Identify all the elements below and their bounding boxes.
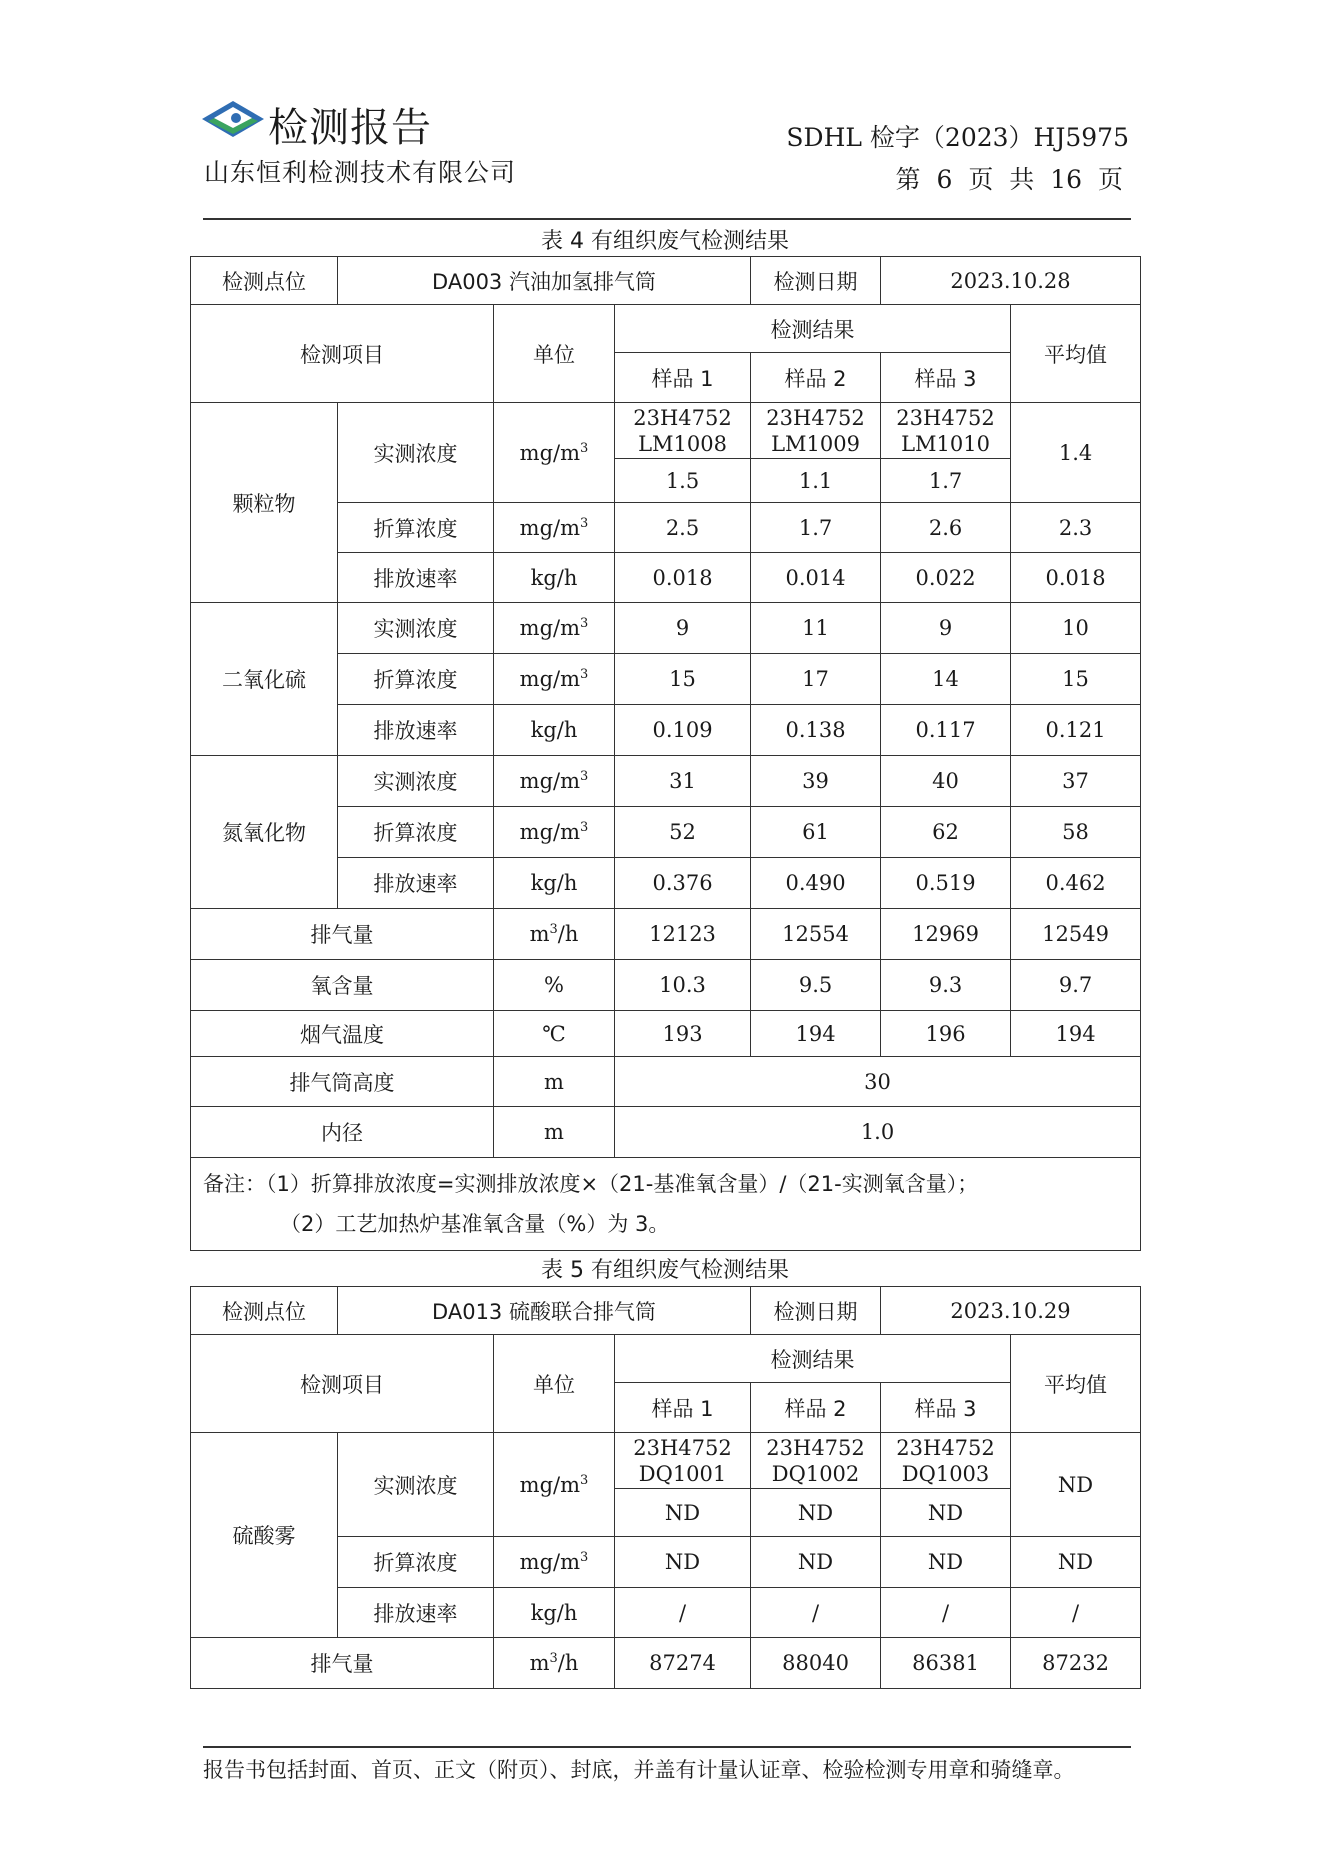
- unit-cell: kg/h: [494, 1588, 615, 1638]
- value-cell: 0.138: [751, 705, 881, 756]
- avg-value: 2.3: [1011, 503, 1141, 553]
- value-cell: 194: [751, 1011, 881, 1057]
- nox-name: 氮氧化物: [191, 756, 338, 909]
- measured-label: 实测浓度: [338, 1433, 494, 1537]
- avg-value: /: [1011, 1588, 1141, 1638]
- avg-value: 87232: [1011, 1638, 1141, 1689]
- value-cell: ND: [751, 1537, 881, 1588]
- table4: [190, 256, 1141, 1251]
- value-cell: 39: [751, 756, 881, 807]
- value-cell: 52: [615, 807, 751, 858]
- unit-cell: $mg/m^3$: [494, 1433, 615, 1537]
- particulate-name: 颗粒物: [191, 403, 338, 603]
- value-cell: 2.5: [615, 503, 751, 553]
- value-cell: /: [615, 1588, 751, 1638]
- oxygen-label: 氧含量: [191, 960, 494, 1011]
- value-cell: 0.376: [615, 858, 751, 909]
- value-cell: 1.7: [881, 459, 1011, 503]
- footer-text: 报告书包括封面、首页、正文（附页）、封底，并盖有计量认证章、检验检测专用章和骑缝章。: [203, 1758, 1075, 1782]
- company-name: 山东恒利检测技术有限公司: [204, 158, 517, 187]
- value-cell: 0.519: [881, 858, 1011, 909]
- unit-header: 单位: [494, 1335, 615, 1433]
- unit-cell: $m^3/h$: [494, 1638, 615, 1689]
- value-cell: /: [751, 1588, 881, 1638]
- value-cell: 15: [615, 654, 751, 705]
- value-cell: 61: [751, 807, 881, 858]
- table5-caption: 表 5 有组织废气检测结果: [541, 1258, 789, 1283]
- value-cell: 10.3: [615, 960, 751, 1011]
- value-cell: 0.014: [751, 553, 881, 603]
- table-row: [191, 603, 1141, 654]
- table-row: [191, 1638, 1141, 1689]
- brand-title: 检测报告: [268, 105, 432, 151]
- value-cell: 1.5: [615, 459, 751, 503]
- table5: [190, 1286, 1141, 1689]
- value-cell: /: [881, 1588, 1011, 1638]
- avg-header: 平均值: [1011, 1335, 1141, 1433]
- unit-cell: ℃: [494, 1011, 615, 1057]
- table-row: [191, 1433, 1141, 1489]
- note-cell: [191, 1158, 1141, 1251]
- sample-code: 23H4752 DQ1002: [751, 1433, 881, 1489]
- table-row: [191, 909, 1141, 960]
- unit-cell: $m^3/h$: [494, 909, 615, 960]
- point-label: 检测点位: [191, 1287, 338, 1335]
- sample-code: 23H4752 LM1010: [881, 403, 1011, 459]
- avg-value: 58: [1011, 807, 1141, 858]
- unit-cell: kg/h: [494, 705, 615, 756]
- unit-header: 单位: [494, 305, 615, 403]
- avg-value: ND: [1011, 1537, 1141, 1588]
- value-cell: ND: [751, 1489, 881, 1537]
- point-label: 检测点位: [191, 257, 338, 305]
- table-row: [191, 1287, 1141, 1335]
- unit-cell: $mg/m^3$: [494, 807, 615, 858]
- value-cell: 0.022: [881, 553, 1011, 603]
- sample1-header: 样品 1: [615, 1383, 751, 1433]
- value-cell: 2.6: [881, 503, 1011, 553]
- date-label: 检测日期: [751, 257, 881, 305]
- avg-value: 10: [1011, 603, 1141, 654]
- unit-cell: $mg/m^3$: [494, 603, 615, 654]
- rate-label: 排放速率: [338, 858, 494, 909]
- measured-label: 实测浓度: [338, 756, 494, 807]
- date-label: 检测日期: [751, 1287, 881, 1335]
- avg-value: 0.018: [1011, 553, 1141, 603]
- value-cell: 9: [881, 603, 1011, 654]
- sample3-header: 样品 3: [881, 1383, 1011, 1433]
- value-cell: 0.117: [881, 705, 1011, 756]
- item-header: 检测项目: [191, 305, 494, 403]
- avg-value: 0.462: [1011, 858, 1141, 909]
- table-row: [191, 257, 1141, 305]
- mist-name: 硫酸雾: [191, 1433, 338, 1638]
- table-row: [191, 1057, 1141, 1107]
- table-row: [191, 1011, 1141, 1057]
- note-line-2: （2）工艺加热炉基准氧含量（%）为 3。: [280, 1212, 670, 1236]
- value-cell: 88040: [751, 1638, 881, 1689]
- flow-label: 排气量: [191, 909, 494, 960]
- avg-value: 1.4: [1011, 403, 1141, 503]
- footer-divider: [203, 1746, 1131, 1748]
- date-value: 2023.10.29: [881, 1287, 1141, 1335]
- converted-label: 折算浓度: [338, 654, 494, 705]
- avg-value: 15: [1011, 654, 1141, 705]
- unit-cell: kg/h: [494, 858, 615, 909]
- rate-label: 排放速率: [338, 553, 494, 603]
- value-cell: ND: [615, 1489, 751, 1537]
- value-cell: 12969: [881, 909, 1011, 960]
- value-cell: 86381: [881, 1638, 1011, 1689]
- table-row: [191, 1335, 1141, 1383]
- sample3-header: 样品 3: [881, 353, 1011, 403]
- value-cell: ND: [881, 1537, 1011, 1588]
- unit-cell: $mg/m^3$: [494, 654, 615, 705]
- table-row: [191, 960, 1141, 1011]
- table-row: [191, 1158, 1141, 1251]
- value-cell: 31: [615, 756, 751, 807]
- converted-label: 折算浓度: [338, 1537, 494, 1588]
- flow-label: 排气量: [191, 1638, 494, 1689]
- unit-cell: $mg/m^3$: [494, 1537, 615, 1588]
- sample2-header: 样品 2: [751, 1383, 881, 1433]
- avg-value: 37: [1011, 756, 1141, 807]
- value-cell: 12123: [615, 909, 751, 960]
- value-cell: 0.109: [615, 705, 751, 756]
- sample-code: 23H4752 LM1008: [615, 403, 751, 459]
- value-cell: 17: [751, 654, 881, 705]
- results-header: 检测结果: [615, 1335, 1011, 1383]
- value-cell: 12554: [751, 909, 881, 960]
- rate-label: 排放速率: [338, 705, 494, 756]
- table-row: [191, 1107, 1141, 1158]
- date-value: 2023.10.28: [881, 257, 1141, 305]
- unit-cell: $mg/m^3$: [494, 756, 615, 807]
- avg-value: 12549: [1011, 909, 1141, 960]
- sample1-header: 样品 1: [615, 353, 751, 403]
- sample-code: 23H4752 DQ1001: [615, 1433, 751, 1489]
- diameter-label: 内径: [191, 1107, 494, 1158]
- unit-cell: kg/h: [494, 553, 615, 603]
- height-value: 30: [615, 1057, 1141, 1107]
- value-cell: 62: [881, 807, 1011, 858]
- company-logo-icon: [200, 98, 266, 140]
- value-cell: 0.018: [615, 553, 751, 603]
- converted-label: 折算浓度: [338, 807, 494, 858]
- value-cell: ND: [881, 1489, 1011, 1537]
- temp-label: 烟气温度: [191, 1011, 494, 1057]
- measured-label: 实测浓度: [338, 403, 494, 503]
- value-cell: 11: [751, 603, 881, 654]
- table4-caption: 表 4 有组织废气检测结果: [541, 229, 789, 254]
- sample-code: 23H4752 DQ1003: [881, 1433, 1011, 1489]
- item-header: 检测项目: [191, 1335, 494, 1433]
- avg-value: 9.7: [1011, 960, 1141, 1011]
- point-value: DA003 汽油加氢排气筒: [338, 257, 751, 305]
- value-cell: 9: [615, 603, 751, 654]
- table-row: [191, 756, 1141, 807]
- avg-value: ND: [1011, 1433, 1141, 1537]
- unit-cell: $mg/m^3$: [494, 403, 615, 503]
- table-row: [191, 403, 1141, 459]
- value-cell: ND: [615, 1537, 751, 1588]
- value-cell: 9.3: [881, 960, 1011, 1011]
- note-line-1: 备注：（1）折算排放浓度=实测排放浓度×（21-基准氧含量）/（21-实测氧含量）；: [203, 1172, 979, 1196]
- point-value: DA013 硫酸联合排气筒: [338, 1287, 751, 1335]
- so2-name: 二氧化硫: [191, 603, 338, 756]
- rate-label: 排放速率: [338, 1588, 494, 1638]
- value-cell: 14: [881, 654, 1011, 705]
- value-cell: 40: [881, 756, 1011, 807]
- value-cell: 193: [615, 1011, 751, 1057]
- value-cell: 196: [881, 1011, 1011, 1057]
- unit-cell: $mg/m^3$: [494, 503, 615, 553]
- value-cell: 87274: [615, 1638, 751, 1689]
- avg-header: 平均值: [1011, 305, 1141, 403]
- unit-cell: m: [494, 1057, 615, 1107]
- converted-label: 折算浓度: [338, 503, 494, 553]
- sample2-header: 样品 2: [751, 353, 881, 403]
- report-number: SDHL 检字（2023）HJ5975: [786, 123, 1129, 152]
- value-cell: 9.5: [751, 960, 881, 1011]
- value-cell: 0.490: [751, 858, 881, 909]
- measured-label: 实测浓度: [338, 603, 494, 654]
- avg-value: 0.121: [1011, 705, 1141, 756]
- diameter-value: 1.0: [615, 1107, 1141, 1158]
- results-header: 检测结果: [615, 305, 1011, 353]
- unit-cell: %: [494, 960, 615, 1011]
- value-cell: 1.7: [751, 503, 881, 553]
- table-row: [191, 305, 1141, 353]
- value-cell: 1.1: [751, 459, 881, 503]
- height-label: 排气筒高度: [191, 1057, 494, 1107]
- unit-cell: m: [494, 1107, 615, 1158]
- page-number: 第 6 页 共 16 页: [895, 165, 1123, 194]
- avg-value: 194: [1011, 1011, 1141, 1057]
- header-divider: [203, 218, 1131, 220]
- sample-code: 23H4752 LM1009: [751, 403, 881, 459]
